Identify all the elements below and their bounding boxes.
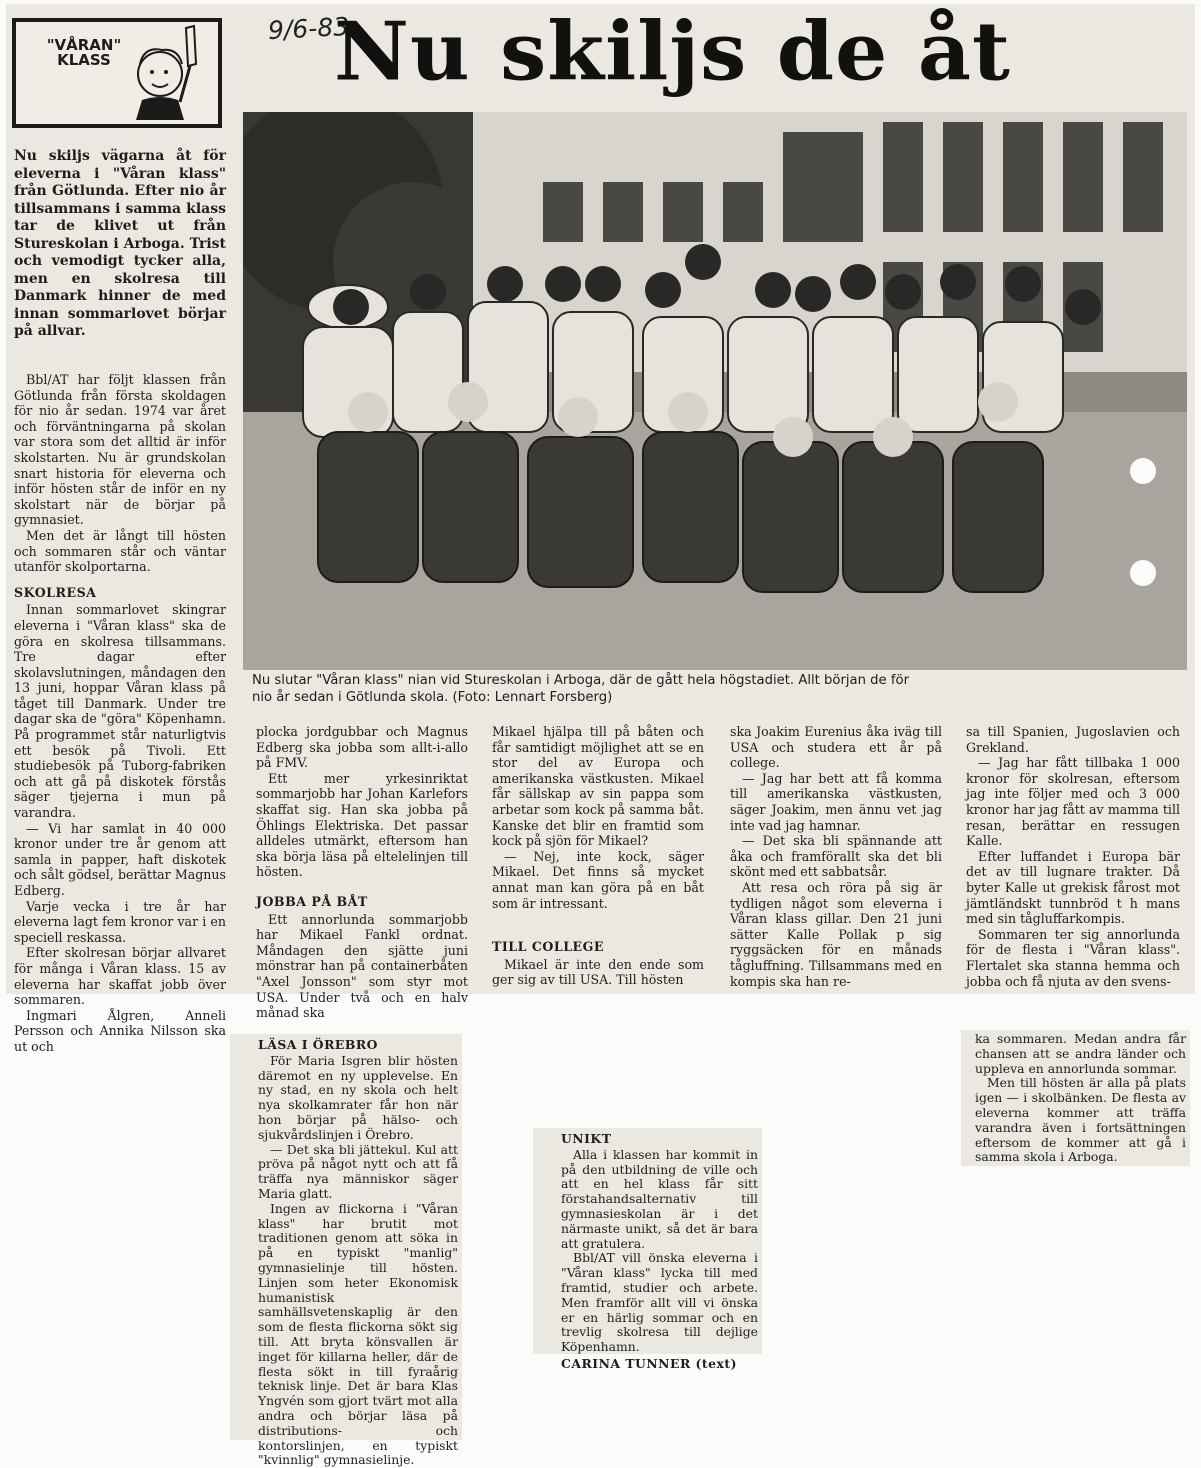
class-photo [243,112,1187,670]
paragraph: plocka jordgubbar och Magnus Edberg ska jobba som allt-i-allo på FMV. [256,724,468,771]
cartoon-boy-icon [122,24,212,120]
paragraph: ska Joakim Eurenius åka iväg till USA och studera ett år på college. [730,724,942,771]
article-column-4 [730,724,942,989]
article-block-ending [961,1030,1190,1166]
headline: Nu skiljs de åt [334,4,1011,100]
paragraph: Men det är långt till hösten och sommaren står och väntar utanför skolportarna. [14,527,226,575]
photo-caption: Nu slutar "Våran klass" nian vid Stureskolan i Arboga, där de gått hela högstadiet. Allt början de för nio år sedan i Götlunda skola. (Foto: Lennart Forsberg) [252,673,909,705]
column-logo-box [12,18,222,128]
paragraph: Ett mer yrkesinriktat sommarjobb har Johan Karlefors skaffat sig. Han ska jobba på Öhlings Elektriska. Det passar alldeles utmärkt, eftersom han ska börja läsa på eltelelinjen till hösten. [256,770,468,880]
subheading-till-college: TILL COLLEGE [492,939,605,955]
paragraph: Ingen av flickorna i "Våran klass" har brutit mot traditionen genom att söka in på en typiskt "manlig" gymnasielinje till hösten. Linjen som heter Ekonomisk humanistisk samhällsvetenskaplig är den som de flesta flickorna sökt sig till. Att bryta könsvallen är inget för killarna heller, där de flesta sökt in till fyraårig teknisk linje. Det är bara Klas Yngvén som gjort tvärt mot alla andra och börjar läsa på distributions- och kontorslinjen, en typiskt "kvinnlig" gymnasielinje. [258,1200,458,1468]
paragraph: — Det ska bli jättekul. Kul att pröva på något nytt och att få träffa nya människor säger Maria glatt. [258,1141,458,1201]
paragraph: Mikael är inte den ende som ger sig av till USA. Till hösten [492,956,704,988]
article-column-3 [492,724,704,988]
paragraph: — Jag har fått tillbaka 1 000 kronor för skolresan, eftersom jag inte följer med och 3 000 kronor har jag fått av mamma till resan, berättar en ressugen Kalle. [966,755,1180,849]
paragraph: sa till Spanien, Jugoslavien och Grekland. [966,724,1180,755]
handwritten-date: 9/6-83 [267,11,350,46]
paragraph: — Det ska bli spännande att åka och framförallt ska det bli skönt med ett sabbatsår. [730,833,942,880]
lead-paragraph: Nu skiljs vägarna åt för eleverna i "Våran klass" från Götlunda. Efter nio år tillsammans i samma klass tar de klivet ut från Stureskolan i Arboga. Trist och vemodigt tycker alla, men en skolresa till Danmark hinner de med innan sommarlovet börjar på allvar. [14,148,227,339]
paragraph: — Vi har samlat in 40 000 kronor under tre år genom att samla in papper, haft diskotek och sålt gödsel, berättar Magnus Edberg. [14,820,226,898]
subheading-lasa-i-orebro: LÄSA I ÖREBRO [258,1037,378,1052]
byline: CARINA TUNNER (text) [561,1355,737,1371]
paragraph: Mikael hjälpa till på båten och får samtidigt möjlighet att se en stor del av Europa och amerikanska västkusten. Mikael får sällskap av sin pappa som arbetar som kock på samma båt. Kanske det blir en framtid som kock på sjön för Mikael? [492,724,704,849]
paragraph: Alla i klassen har kommit in på den utbildning de ville och att en hel klass får sitt förstahandsalternativ till gymnasieskolan är i det närmaste unikt, så det är bara att gratulera. [561,1146,758,1251]
article-block-unikt [533,1128,762,1371]
paragraph: Bbl/AT vill önska eleverna i "Våran klass" lycka till med framtid, studier och arbete. Men framför allt vill vi önska er en härlig sommar och en trevlig skolresa till dejlige Köpenhamn. [561,1250,758,1355]
paragraph: För Maria Isgren blir hösten däremot en ny upplevelse. En ny stad, en ny skola och helt nya skolkamrater får hon när hon börjar på hälso- och sjukvårdslinjen i Örebro. [258,1052,458,1142]
article-block-lasa-i-orebro [230,1034,462,1468]
paragraph: Men till hösten är alla på plats igen — i skolbänken. De flesta av eleverna kommer att träffa varandra även i fortsättningen eftersom de kommer att gå i samma skola i Arboga. [975,1075,1186,1165]
paragraph: Efter luffandet i Europa bär det av till lugnare trakter. Då byter Kalle ut grekisk fårost mot jämtländskt tunnbröd t h mans med sin tågluffarkompis. [966,848,1180,927]
paragraph: Innan sommarlovet skingrar eleverna i "Våran klass" ska de göra en skolresa tillsammans. Tre dagar efter skolavslutningen, måndagen den 13 juni, hoppar Våran klass på tåget till Danmark. Under tre dagar ska de "göra" Köpenhamn. På programmet står naturligtvis ett besök på Tivoli. Ett studiebesök på Tuborg-fabriken och att gå på diskotek förstås säger tjejerna i mun på varandra. [14,602,226,821]
paragraph: Efter skolresan börjar allvaret för många i Våran klass. 15 av eleverna har skaffat jobb över sommaren. [14,945,226,1008]
paragraph: ka sommaren. Medan andra får chansen att se andra länder och uppleva en annorlunda sommar. [975,1031,1186,1076]
subheading-skolresa: SKOLRESA [14,584,97,600]
punch-hole [1130,560,1156,586]
paragraph: — Jag har bett att få komma till amerikanska västkusten, säger Joakim, men ännu vet jag inte vad jag hamnar. [730,770,942,833]
subheading-jobba-pa-bat: JOBBA PÅ BÅT [256,893,368,909]
paragraph: Ingmari Ålgren, Anneli Persson och Annika Nilsson ska ut och [14,1007,226,1054]
paragraph: Varje vecka i tre år har eleverna lagt fem kronor var i en speciell reskassa. [14,898,226,945]
paragraph: Ett annorlunda sommarjobb har Mikael Fankl ordnat. Måndagen den sjätte juni mönstrar han på containerbåten "Axel Jonsson" som styr mot USA. Under två och en halv månad ska [256,911,468,1021]
paragraph: Sommaren ter sig annorlunda för de flesta i "Våran klass". Flertalet ska stanna hemma och jobba och få njuta av den svens- [966,926,1180,989]
punch-hole [1130,458,1156,484]
paragraph: — Nej, inte kock, säger Mikael. Det finns så mycket annat man kan göra på en båt som är intressant. [492,848,704,911]
paragraph: Att resa och röra på sig är tydligen något som eleverna i Våran klass gillar. Den 21 juni sätter Kalle Pollak p sig ryggsäcken för en månads tågluffning. Tillsammans med en kompis ska han re- [730,879,942,989]
paragraph: Bbl/AT har följt klassen från Götlunda från första skoldagen för nio år sedan. 1974 var året och förväntningarna på skolan var stora som det alltid är inför skolstarten. Nu är grundskolan snart historia för eleverna och inför hösten står de inför en ny skolstart när de börjar på gymnasiet. [14,372,226,528]
article-column-1 [14,372,226,1055]
article-column-2 [256,724,468,1021]
subheading-unikt: UNIKT [561,1131,612,1146]
photo-illustration [243,112,1187,670]
article-column-5 [966,724,1180,989]
column-logo-text: "VÅRAN" KLASS [46,36,122,69]
